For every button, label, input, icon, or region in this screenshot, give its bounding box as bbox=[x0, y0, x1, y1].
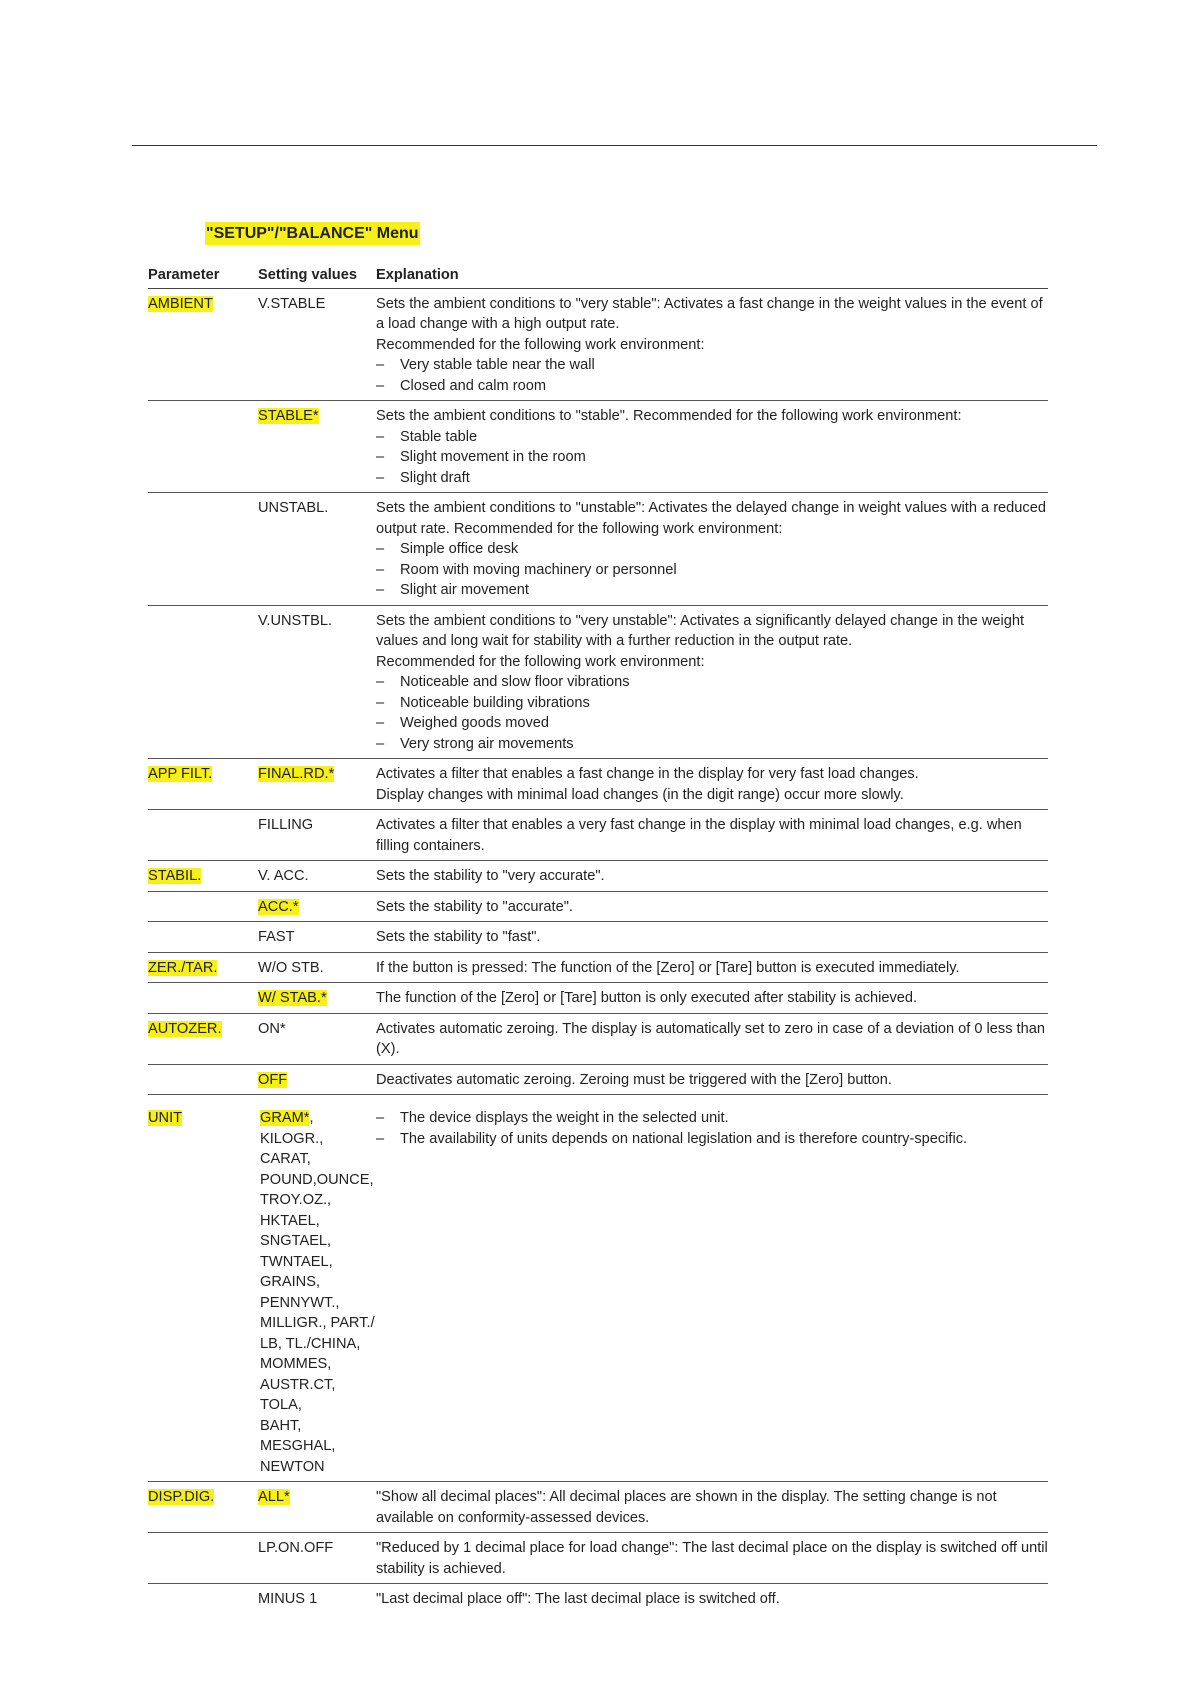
list-item: – Simple office desk bbox=[376, 539, 1048, 560]
explanation: Sets the stability to "fast". bbox=[376, 922, 1048, 953]
list-item: – Very stable table near the wall bbox=[376, 355, 1048, 376]
header-rule bbox=[132, 145, 1097, 146]
setting-value: OFF bbox=[258, 1071, 288, 1088]
table-row bbox=[148, 891, 1048, 922]
table-header-row bbox=[148, 263, 1048, 288]
setting-value: ALL* bbox=[258, 1489, 290, 1505]
table-row bbox=[148, 952, 1048, 983]
param-zer-tar: ZER./TAR. bbox=[148, 959, 218, 976]
param-stabil: STABIL. bbox=[148, 868, 202, 884]
explanation: "Reduced by 1 decimal place for load change": The last decimal place on the display is switched off until stability is achieved. bbox=[376, 1533, 1048, 1584]
setting-value: ACC.* bbox=[258, 898, 299, 915]
table-row bbox=[148, 1095, 1048, 1482]
table-row bbox=[148, 1533, 1048, 1584]
param-autozer: AUTOZER. bbox=[148, 1020, 222, 1037]
param-disp-dig: DISP.DIG. bbox=[148, 1489, 215, 1505]
setting-value: GRAM* bbox=[260, 1110, 310, 1126]
list-item: – Very strong air movements bbox=[376, 734, 1048, 755]
setting-value: W/ STAB.* bbox=[258, 990, 327, 1006]
setting-value: UNSTABL. bbox=[258, 493, 376, 606]
table-row bbox=[148, 983, 1048, 1014]
table-row bbox=[148, 861, 1048, 892]
setting-value: V.STABLE bbox=[258, 295, 326, 312]
explanation: Activates automatic zeroing. The display is automatically set to zero in case of a deviation of 0 less than (X). bbox=[376, 1013, 1048, 1064]
param-app-filt: APP FILT. bbox=[148, 766, 213, 782]
list-item: – Slight movement in the room bbox=[376, 447, 1048, 468]
header-parameter: Parameter bbox=[148, 263, 258, 288]
table-row bbox=[148, 1584, 1048, 1614]
table-row bbox=[148, 922, 1048, 953]
table-row bbox=[148, 605, 1048, 759]
setting-value: MINUS 1 bbox=[258, 1584, 376, 1614]
setting-value: FAST bbox=[258, 922, 376, 953]
setting-value: V. ACC. bbox=[258, 861, 376, 892]
explanation: Sets the ambient conditions to "very stable": Activates a fast change in the weight values in the event of a load change with a high output rate. Recommended for the following work environment: – Very stable table near the wall – Closed and calm room bbox=[376, 288, 1048, 401]
table-row bbox=[148, 1064, 1048, 1095]
list-item: – Weighed goods moved bbox=[376, 713, 1048, 734]
table-row bbox=[148, 810, 1048, 861]
table-row bbox=[148, 759, 1048, 810]
table-row bbox=[148, 288, 1048, 401]
table-row bbox=[148, 1482, 1048, 1533]
explanation: Activates a filter that enables a fast change in the display for very fast load changes. Display changes with minimal load changes (in the digit range) occur more slowly. bbox=[376, 759, 1048, 810]
list-item: – Noticeable and slow floor vibrations bbox=[376, 672, 1048, 693]
setting-value: STABLE* bbox=[258, 408, 319, 424]
param-unit: UNIT bbox=[148, 1110, 183, 1126]
explanation bbox=[376, 1095, 1048, 1482]
setting-value: W/O STB. bbox=[258, 952, 376, 983]
header-setting-values: Setting values bbox=[258, 263, 376, 288]
explanation: The function of the [Zero] or [Tare] button is only executed after stability is achieved. bbox=[376, 983, 1048, 1014]
table-row bbox=[148, 401, 1048, 493]
list-item: – Closed and calm room bbox=[376, 376, 1048, 397]
table-row bbox=[148, 493, 1048, 606]
list-item: – The availability of units depends on national legislation and is therefore country-specific. bbox=[376, 1129, 1048, 1150]
list-item: – Stable table bbox=[376, 427, 1048, 448]
list-item: – Room with moving machinery or personnel bbox=[376, 560, 1048, 581]
explanation: Sets the ambient conditions to "unstable": Activates the delayed change in weight values with a reduced output rate. Recommended for the following work environment: – Simple office desk – Room with moving machinery or personnel – Slight air movement bbox=[376, 493, 1048, 606]
explanation: If the button is pressed: The function of the [Zero] or [Tare] button is executed immediately. bbox=[376, 952, 1048, 983]
list-item: – Slight draft bbox=[376, 468, 1048, 489]
menu-title: "SETUP"/"BALANCE" Menu bbox=[205, 222, 420, 245]
explanation: Sets the stability to "very accurate". bbox=[376, 861, 1048, 892]
explanation: Deactivates automatic zeroing. Zeroing must be triggered with the [Zero] button. bbox=[376, 1064, 1048, 1095]
setting-value: FILLING bbox=[258, 810, 376, 861]
setup-balance-table bbox=[148, 263, 1048, 1614]
param-ambient: AMBIENT bbox=[148, 295, 213, 312]
list-item: – Slight air movement bbox=[376, 580, 1048, 601]
list-item: – The device displays the weight in the selected unit. bbox=[376, 1108, 1048, 1129]
explanation: Sets the ambient conditions to "stable". Recommended for the following work environment: – Stable table – Slight movement in the room – Slight draft bbox=[376, 401, 1048, 493]
table-row bbox=[148, 1013, 1048, 1064]
unit-setting-values: GRAM*, KILOGR., CARAT, POUND,OUNCE, TROY.OZ., HKTAEL, SNGTAEL, TWNTAEL, GRAINS, PENNYWT., MILLIGR., PART./ LB, TL./CHINA, MOMMES, AUSTR.CT, TOLA, BAHT, MESGHAL, NEWTON bbox=[258, 1095, 376, 1482]
setting-value: ON* bbox=[258, 1013, 376, 1064]
explanation: "Last decimal place off": The last decimal place is switched off. bbox=[376, 1584, 1048, 1614]
explanation: Sets the ambient conditions to "very unstable": Activates a significantly delayed change in the weight values and long wait for stability with a further reduction in the output rate. Recommended for the following work environment: – Noticeable and slow floor vibrations – Noticeable building vibrations – Weighed goods moved – Very strong air movements bbox=[376, 605, 1048, 759]
list-item: – Noticeable building vibrations bbox=[376, 693, 1048, 714]
explanation: "Show all decimal places": All decimal places are shown in the display. The setting change is not available on conformity-assessed devices. bbox=[376, 1482, 1048, 1533]
setting-value: LP.ON.OFF bbox=[258, 1533, 376, 1584]
setting-value: V.UNSTBL. bbox=[258, 605, 376, 759]
setting-value: FINAL.RD.* bbox=[258, 766, 335, 782]
explanation: Activates a filter that enables a very fast change in the display with minimal load changes, e.g. when filling containers. bbox=[376, 810, 1048, 861]
explanation: Sets the stability to "accurate". bbox=[376, 891, 1048, 922]
header-explanation: Explanation bbox=[376, 263, 1048, 288]
